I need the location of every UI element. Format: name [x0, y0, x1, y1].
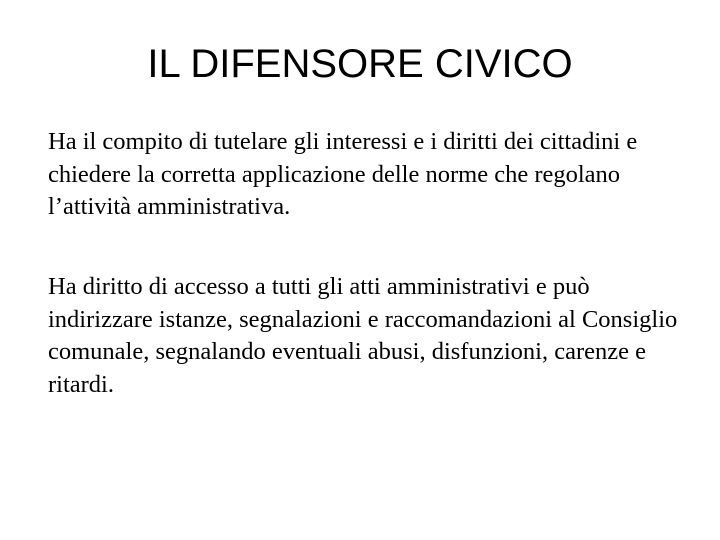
paragraph-duties: Ha il compito di tutelare gli interessi e i diritti dei cittadini e chiedere la corretta applicazione delle norme che regolano l’attività amministrativa. — [48, 128, 638, 220]
paragraph-access-rights: Ha diritto di accesso a tutti gli atti amministrativi e può indirizzare istanze, segnalazioni e raccomandazioni al Consiglio comunale, segnalando eventuali abusi, disfunzioni, carenze e ritardi. — [48, 273, 678, 398]
slide-title: IL DIFENSORE CIVICO — [147, 42, 573, 86]
